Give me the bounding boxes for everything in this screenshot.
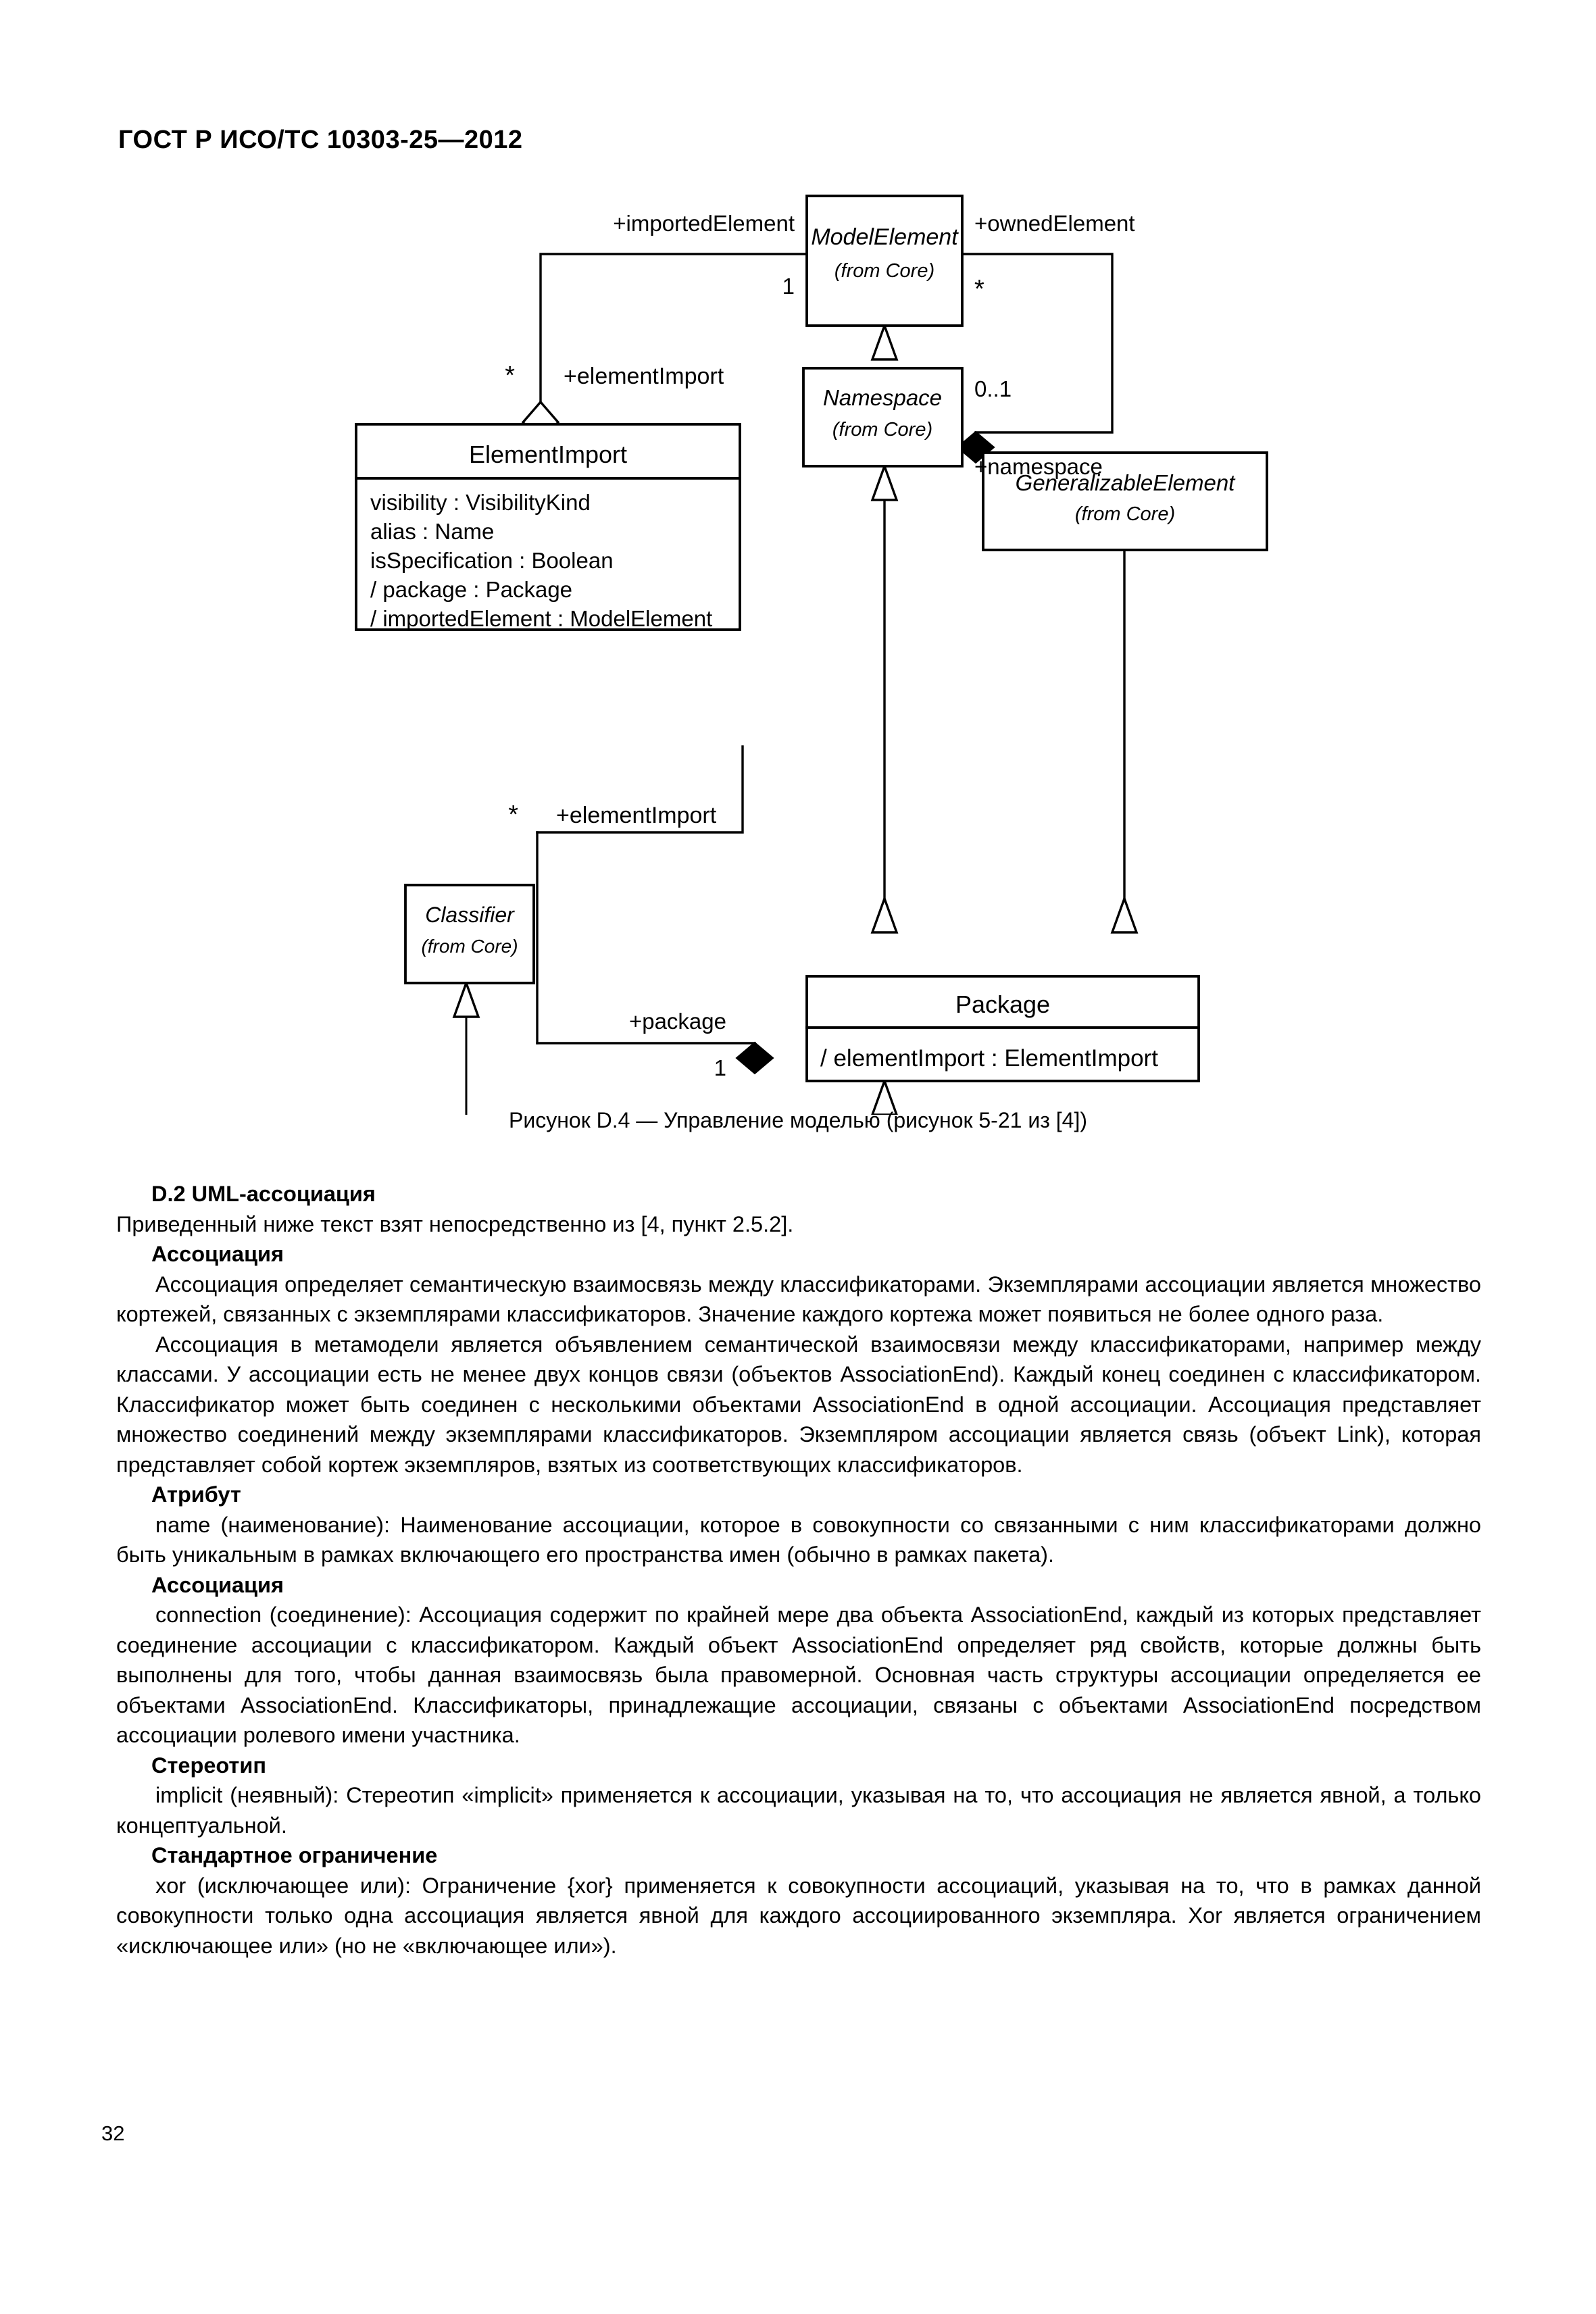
multiplicity-imported-element: 1 <box>782 274 795 299</box>
triangle-classifier <box>454 983 478 1017</box>
multiplicity-element-import-top: * <box>505 361 515 390</box>
attribute-visibility: visibility : VisibilityKind <box>370 490 591 515</box>
multiplicity-package: 1 <box>714 1055 726 1080</box>
class-name-classifier: Classifier <box>425 903 514 927</box>
paragraph-stereotype: implicit (неявный): Стереотип «implicit» применяется к ассоциации, указывая на то, что ассоциация не является явной, а только концептуальной. <box>116 1783 1481 1838</box>
heading-constraint: Стандартное ограничение <box>151 1843 438 1867</box>
class-box-model-element <box>807 196 962 326</box>
attribute-alias: alias : Name <box>370 519 495 544</box>
heading-attribute: Атрибут <box>151 1482 241 1507</box>
paragraph-d2-intro: Приведенный ниже текст взят непосредственно из [4, пункт 2.5.2]. <box>116 1211 794 1236</box>
paragraph-association-1: Ассоциация определяет семантическую взаимосвязь между классификаторами. Экземплярами ассоциации является множество кортежей, связанных с экземплярами классификаторов. Значение каждого кортежа может появиться не более одного раза. <box>116 1272 1481 1326</box>
attribute-package: / package : Package <box>370 577 573 602</box>
label-element-import-top: +elementImport <box>564 363 724 389</box>
class-name-element-import: ElementImport <box>468 441 628 468</box>
attribute-isspecification: isSpecification : Boolean <box>370 548 614 573</box>
heading-association-2: Ассоциация <box>151 1572 284 1597</box>
paragraph-constraint: xor (исключающее или): Ограничение {xor} применяется к совокупности ассоциаций, указывая на то, что в рамках данной совокупности только одна ассоциация является явной для каждого ассоциированного экземпляра. Xor является ограничением «исключающее или» (но не «включающее или»). <box>116 1873 1481 1958</box>
triangle-namespace <box>872 466 897 500</box>
class-name-package: Package <box>955 990 1051 1018</box>
triangle-package-from-generalizable <box>1112 899 1137 932</box>
class-name-namespace: Namespace <box>822 385 943 410</box>
figure-caption: Рисунок D.4 — Управление моделью (рисунок 5-21 из [4]) <box>509 1108 1087 1132</box>
class-from-generalizable-element: (from Core) <box>1074 503 1176 525</box>
multiplicity-element-import-bottom: * <box>508 801 518 829</box>
paragraph-association-3: connection (соединение): Ассоциация содержит по крайней мере два объекта AssociationEnd, каждый из которых представляет соединение ассоциации с классификатором. Каждый объект AssociationEnd определяет ряд свойств, которые должны быть выполнены для того, чтобы данная взаимосвязь была правомерной. Основная часть структуры ассоциации определяется ее объектами AssociationEnd. Классификаторы, принадлежащие ассоциации, связаны с объектами AssociationEnd посредством ассоциации ролевого имени участника. <box>116 1603 1481 1747</box>
label-element-import-bottom: +elementImport <box>556 803 717 828</box>
multiplicity-namespace: 0..1 <box>974 376 1012 401</box>
attribute-elementimport: / elementImport : ElementImport <box>820 1045 1158 1072</box>
line-owned-element <box>962 254 1112 432</box>
diamond-filled-package <box>737 1043 772 1073</box>
document-header-standard-number: ГОСТ Р ИСО/ТС 10303-25—2012 <box>118 126 523 154</box>
uml-class-diagram <box>0 182 1596 1115</box>
class-from-namespace: (from Core) <box>832 419 933 441</box>
heading-association-1: Ассоциация <box>151 1242 284 1266</box>
heading-stereotype: Стереотип <box>151 1753 266 1778</box>
label-package: +package <box>628 1009 726 1034</box>
class-from-model-element: (from Core) <box>834 260 935 282</box>
paragraph-association-2: Ассоциация в метамодели является объявлением семантической взаимосвязи между классификаторами, например между классами. У ассоциации есть не менее двух концов связи (объектов AssociationEnd). Каждый конец соединен с классификатором. Классификатор может быть соединен с несколькими объектами AssociationEnd в одной ассоциации. Ассоциация представляет множество соединений между экземплярами классификаторов. Экземпляром ассоциации является связь (объект Link), которая представляет собой кортеж экземпляров, взятых из соответствующих классификаторов. <box>116 1332 1481 1477</box>
label-namespace: +namespace <box>974 454 1103 479</box>
paragraph-attribute: name (наименование): Наименование ассоциации, которое в совокупности со связанными с ним классификаторами должно быть уникальным в рамках включающего его пространства имен (обычно в рамках пакета). <box>116 1512 1481 1567</box>
heading-d2: D.2 UML-ассоциация <box>151 1182 376 1206</box>
body-text-content <box>116 1179 1481 1961</box>
class-box-classifier <box>405 885 534 983</box>
class-box-element-import <box>356 424 740 631</box>
class-from-classifier: (from Core) <box>421 936 518 957</box>
class-box-package <box>807 976 1199 1081</box>
multiplicity-owned-element: * <box>974 275 984 303</box>
class-name-model-element: ModelElement <box>811 224 958 250</box>
class-name-generalizable-element: GeneralizableElement <box>1015 470 1235 495</box>
label-imported-element: +importedElement <box>613 211 795 236</box>
triangle-package-from-namespace <box>872 899 897 932</box>
attribute-importedelement: / importedElement : ModelElement <box>370 606 713 631</box>
page-number: 32 <box>101 2121 125 2145</box>
triangle-modelelement <box>872 326 897 359</box>
class-box-namespace <box>803 368 962 466</box>
label-owned-element: +ownedElement <box>974 211 1135 236</box>
